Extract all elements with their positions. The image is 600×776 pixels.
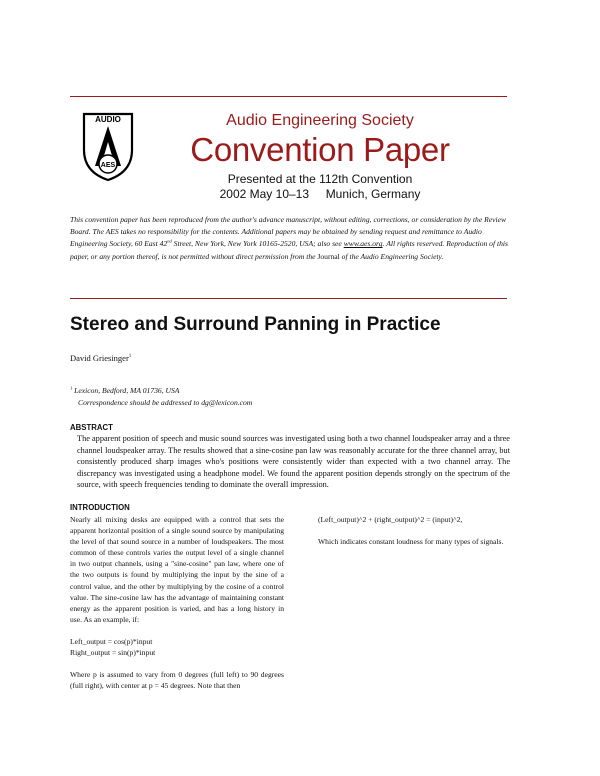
paper-type: Convention Paper <box>190 131 450 168</box>
affiliation-block <box>70 385 252 409</box>
presented-line: Presented at the 112th Convention <box>227 172 413 186</box>
equation-right: Right_output = sin(p)*input <box>70 648 156 658</box>
disclaimer-text-4: of the Audio Engineering Society. <box>339 251 444 261</box>
aes-website-link[interactable]: www.aes.org <box>343 239 383 249</box>
intro-paragraph-2: Where p is assumed to vary from 0 degrees (full left) to 90 degrees (full right), with center at p = 45 degrees. Note that then <box>70 670 284 691</box>
abstract-heading: ABSTRACT <box>70 423 113 432</box>
logo-text-top: AUDIO <box>95 115 121 124</box>
logo-text-bottom: AES <box>100 162 116 169</box>
author <box>70 353 131 363</box>
disclaimer-text-2: Street, New York, New York 10165-2520, USA; also see <box>171 239 344 249</box>
disclaimer-text-3: . All rights reserved. Reproduction of this paper, or any portion thereof, is not permitted without direct permission from the <box>70 239 508 261</box>
introduction-heading: INTRODUCTION <box>70 503 130 512</box>
affiliation-sup: 1 <box>70 385 73 391</box>
disclaimer-text-1: This convention paper has been reproduced from the author's advance manuscript, without editing, corrections, or consideration by the Review Board. The AES takes no responsibility for the contents. Additional papers may be obtained by sending request and remittance to Audio Engineering Society, 60 East 42 <box>70 215 507 249</box>
intro-paragraph-1: Nearly all mixing desks are equipped with a control that sets the apparent horizontal position of a single sound source by manipulating the level of that sound source in a number of loudspeakers. The most common of these controls varies the output level of a single channel in two output channels, using a "sine-cosine" pan law, where one of the two outputs is found by multiplying the input by the sine of a control value, and the other by multiplying by the cosine of a control value. The sine-cosine law has the advantage of maintaining constant energy as the apparent position is varied, and has a long history in use. As an example, if: <box>70 515 284 624</box>
paper-title: Stereo and Surround Panning in Practice <box>70 314 441 335</box>
society-name: Audio Engineering Society <box>226 112 414 129</box>
left-column <box>70 514 284 691</box>
affiliation: Lexicon, Bedford, MA 01736, USA <box>72 386 180 395</box>
disclaimer-sup: nd <box>167 238 172 244</box>
author-name: David Griesinger <box>70 353 129 363</box>
disclaimer-journal: Journal <box>317 251 340 261</box>
equation-left: Left_output = cos(p)*input <box>70 636 153 646</box>
correspondence: Correspondence should be addressed to dg@lexicon.com <box>78 398 253 407</box>
middle-rule <box>70 298 507 299</box>
author-sup: 1 <box>128 353 132 360</box>
intro-paragraph-3: Which indicates constant loudness for many types of signals. <box>318 537 504 547</box>
convention-date: 2002 May 10–13 <box>219 187 310 201</box>
equation-energy: (Left_output)^2 + (right_output)^2 = (input)^2, <box>318 515 463 524</box>
top-rule <box>70 96 507 97</box>
right-column <box>318 514 518 547</box>
disclaimer <box>70 214 508 263</box>
convention-location: Munich, Germany <box>325 187 421 201</box>
date-location <box>0 187 600 201</box>
abstract-body: The apparent position of speech and music sound sources was investigated using both a two channel loudspeaker array and a three channel loudspeaker array. The results showed that a sine-cosine pan law was reasonably accurate for the three channel array, but consistently produced sharp images who's positions were consistently wider than expected with a two channel array. The discrepancy was investigated using a headphone model. We found the apparent position depends strongly on the spectrum of the source, with speech frequencies tending to dominate the overall impression. <box>77 434 510 490</box>
